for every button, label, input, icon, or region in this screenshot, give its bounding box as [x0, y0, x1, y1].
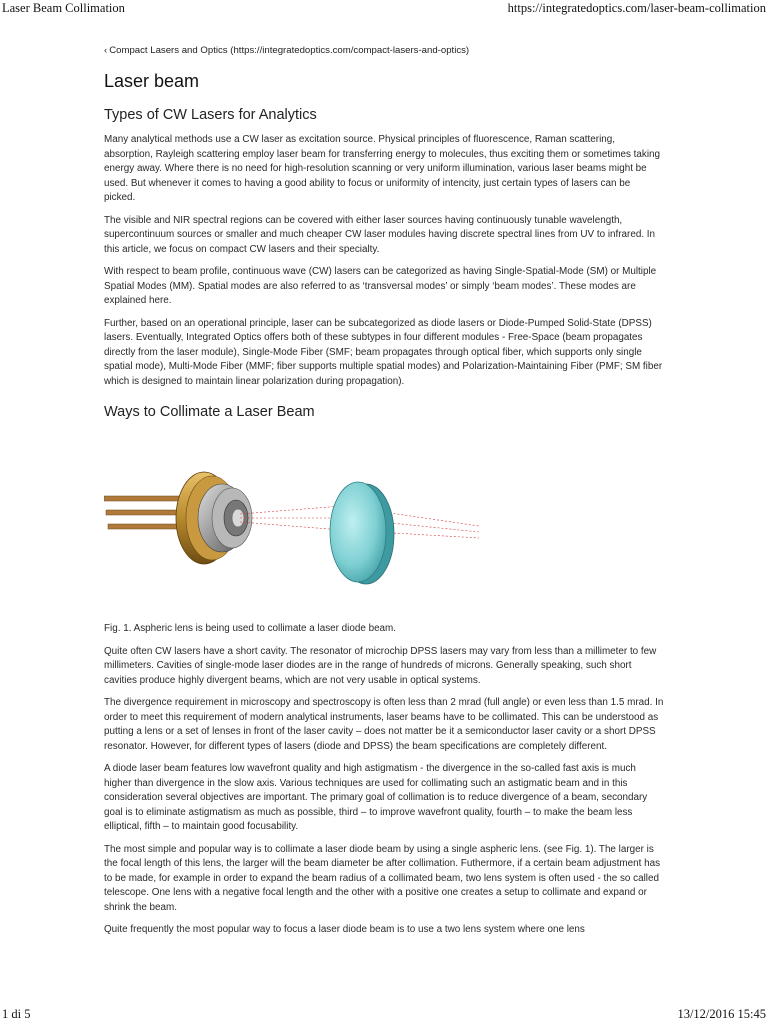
- article: [104, 44, 664, 938]
- figure-laser-diode-lens: [104, 434, 504, 612]
- paragraph: A diode laser beam features low wavefront quality and high astigmatism - the divergence in the so-called fast axis is much higher than divergence in the slow axis. Various techniques are used for collimating such an astigmatic beam and in this consideration several objectives are important. The primary goal of collimation is to reduce divergence of a beam, secondary goal is to eliminate astigmatism as much as possible, third – to improve wavefront quality, fourth – to make the beam less elliptical, fifth – to maintain good focusability.: [104, 763, 648, 832]
- figure-caption: Fig. 1. Aspheric lens is being used to collimate a laser diode beam.: [104, 623, 397, 634]
- breadcrumb[interactable]: [104, 44, 664, 58]
- section-heading-collimate: Ways to Collimate a Laser Beam: [104, 404, 315, 420]
- print-header-title: Laser Beam Collimation: [2, 1, 125, 15]
- diode-pin: [108, 524, 184, 529]
- chevron-left-icon: ‹: [104, 45, 108, 56]
- breadcrumb-link[interactable]: Compact Lasers and Optics (https://integratedoptics.com/compact-lasers-and-optics): [109, 45, 470, 56]
- diode-pin: [106, 510, 184, 515]
- paragraph: Quite often CW lasers have a short cavity. The resonator of microchip DPSS lasers may vary from less than a millimeter to few millimeters. Cavities of single-mode laser diodes are in the range of hundreds of microns. Generally speaking, such short cavities produce highly divergent beams, which are not very usable in optical systems.: [104, 645, 657, 686]
- print-footer-page: 1 di 5: [2, 1007, 31, 1021]
- page-title: Laser beam: [104, 71, 200, 91]
- paragraph: Many analytical methods use a CW laser as excitation source. Physical principles of fluorescence, Raman scattering, absorption, Rayleigh scattering employ laser beam for transferring energy to molecules, thus exciting them or sometimes taking energy away. Where there is no need for high-resolution scanning or very uniform illumination, various laser beams might be used. But whenever it comes to having a good ability to focus or uniformity of intencity, just certain types of lasers can be picked.: [104, 134, 661, 203]
- paragraph: The most simple and popular way is to collimate a laser diode beam by using a single aspheric lens. (see Fig. 1). The larger is the focal length of this lens, the larger will the beam diameter be after collimation. Futhermore, if a certain beam adjustment has to be made, for example in order to expand the beam radius of a collimated beam, two lens system is often used - the so called telescope. One lens with a negative focal length and the other with a positive one creates a setup to collimate and expand or shrink the beam.: [104, 843, 661, 913]
- paragraph: The divergence requirement in microscopy and spectroscopy is often less than 2 mrad (full angle) or even less than 1.5 mrad. In order to meet this requirement of modern analytical instruments, laser beams have to be collimated. This can be understood as putting a lens or a set of lenses in front of the laser cavity – does not matter be it a semiconductor laser cavity or a short DPSS resonator. However, for different types of lasers (diode and DPSS) the beam specifications are completely different.: [104, 697, 664, 752]
- paragraph: Quite frequently the most popular way to focus a laser diode beam is to use a two lens system where one lens: [104, 924, 585, 935]
- paragraph: Further, based on an operational principle, laser can be subcategorized as diode lasers or Diode-Pumped Solid-State (DPSS) lasers. Eventually, Integrated Optics offers both of these subtypes in four different modules - Free-Space (beam propagates directly from the laser module), Single-Mode Fiber (SMF; beam propagates through optical fiber, which supports only single spatial mode), Multi-Mode Fiber (MMF; fiber supports multiple spatial modes) and Polarization-Maintaining Fiber (PMF; SM fiber which is designed to maintain linear polarization during propagation).: [104, 317, 663, 387]
- diode-pin: [104, 496, 184, 501]
- laser-diode-illustration: [104, 434, 504, 612]
- print-header-url: https://integratedoptics.com/laser-beam-collimation: [507, 1, 766, 15]
- paragraph: With respect to beam profile, continuous wave (CW) lasers can be categorized as having Single-Spatial-Mode (SM) or Multiple Spatial Modes (MM). Spatial modes are also referred to as ‘transversal modes’ or simply ‘beam modes’. These modes are explained here.: [104, 266, 657, 306]
- paragraph: The visible and NIR spectral regions can be covered with either laser sources having continuously tunable wavelength, supercontinuum sources or smaller and much cheaper CW laser modules having discrete spectral lines from UV to infrared. In this article, we focus on compact CW lasers and their specialty.: [104, 214, 656, 255]
- aspheric-lens: [330, 482, 386, 582]
- section-heading-cw-lasers: Types of CW Lasers for Analytics: [104, 107, 317, 123]
- print-footer-timestamp: 13/12/2016 15:45: [677, 1007, 766, 1021]
